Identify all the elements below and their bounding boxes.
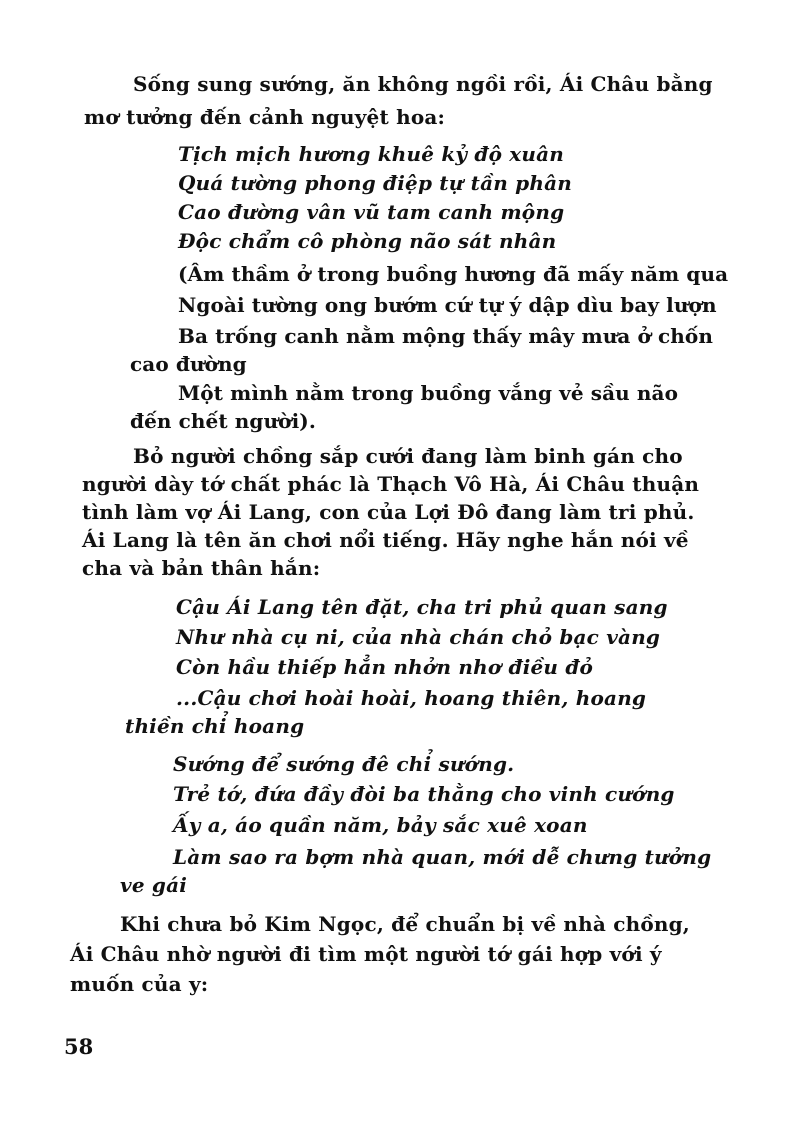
text-line: Bỏ người chồng sắp cưới đang làm binh gán cho xyxy=(133,444,683,468)
translation-line: Ba trống canh nằm mộng thấy mây mưa ở chốn xyxy=(178,324,713,348)
text-line: mơ tưởng đến cảnh nguyệt hoa: xyxy=(84,105,446,129)
text-line: cha và bản thân hắn: xyxy=(82,556,321,580)
verse-line: Cậu Ái Lang tên đặt, cha tri phủ quan sang xyxy=(176,595,668,619)
verse-line: Sướng để sướng đê chỉ sướng. xyxy=(173,752,515,776)
verse-line: Như nhà cụ ni, của nhà chán chỏ bạc vàng xyxy=(176,625,661,649)
verse-line: Trẻ tớ, đứa đầy đòi ba thằng cho vinh cướng xyxy=(173,782,675,806)
verse-line: ve gái xyxy=(120,873,188,897)
translation-line: cao đường xyxy=(130,352,247,376)
verse-line: Ấy a, áo quần năm, bảy sắc xuê xoan xyxy=(173,813,588,837)
translation-line: Ngoài tường ong bướm cứ tự ý dập dìu bay lượn xyxy=(178,293,717,317)
text-line: người dày tớ chất phác là Thạch Vô Hà, Ái Châu thuận xyxy=(82,472,700,496)
translation-line: Một mình nằm trong buồng vắng vẻ sầu não xyxy=(178,381,679,405)
verse-line: Cao đường vân vũ tam canh mộng xyxy=(178,200,565,224)
translation-line: đến chết người). xyxy=(130,409,316,433)
text-line: Ái Châu nhờ người đi tìm một người tớ gái hợp với ý xyxy=(70,942,662,966)
verse-line: Quá tường phong điệp tự tần phân xyxy=(178,171,572,195)
text-line: Sống sung sướng, ăn không ngồi rồi, Ái Châu bằng xyxy=(133,72,713,96)
text-line: Khi chưa bỏ Kim Ngọc, để chuẩn bị về nhà chồng, xyxy=(120,912,690,936)
text-line: Ái Lang là tên ăn chơi nổi tiếng. Hãy nghe hắn nói về xyxy=(82,528,689,552)
translation-line: (Âm thầm ở trong buồng hương đã mấy năm qua xyxy=(178,262,729,286)
page-number: 58 xyxy=(64,1034,94,1059)
verse-line: Còn hầu thiếp hẳn nhởn nhơ điều đỏ xyxy=(176,655,594,679)
verse-line: Độc chẩm cô phòng não sát nhân xyxy=(178,229,557,253)
verse-line: Làm sao ra bợm nhà quan, mới dễ chưng tưởng xyxy=(173,845,712,869)
text-line: muốn của y: xyxy=(70,972,209,996)
verse-line: Tịch mịch hương khuê kỷ độ xuân xyxy=(178,142,565,166)
verse-line: ...Cậu chơi hoài hoài, hoang thiên, hoang xyxy=(176,686,647,710)
text-line: tình làm vợ Ái Lang, con của Lợi Đô đang làm tri phủ. xyxy=(82,500,695,524)
verse-line: thiền chỉ hoang xyxy=(125,714,305,738)
